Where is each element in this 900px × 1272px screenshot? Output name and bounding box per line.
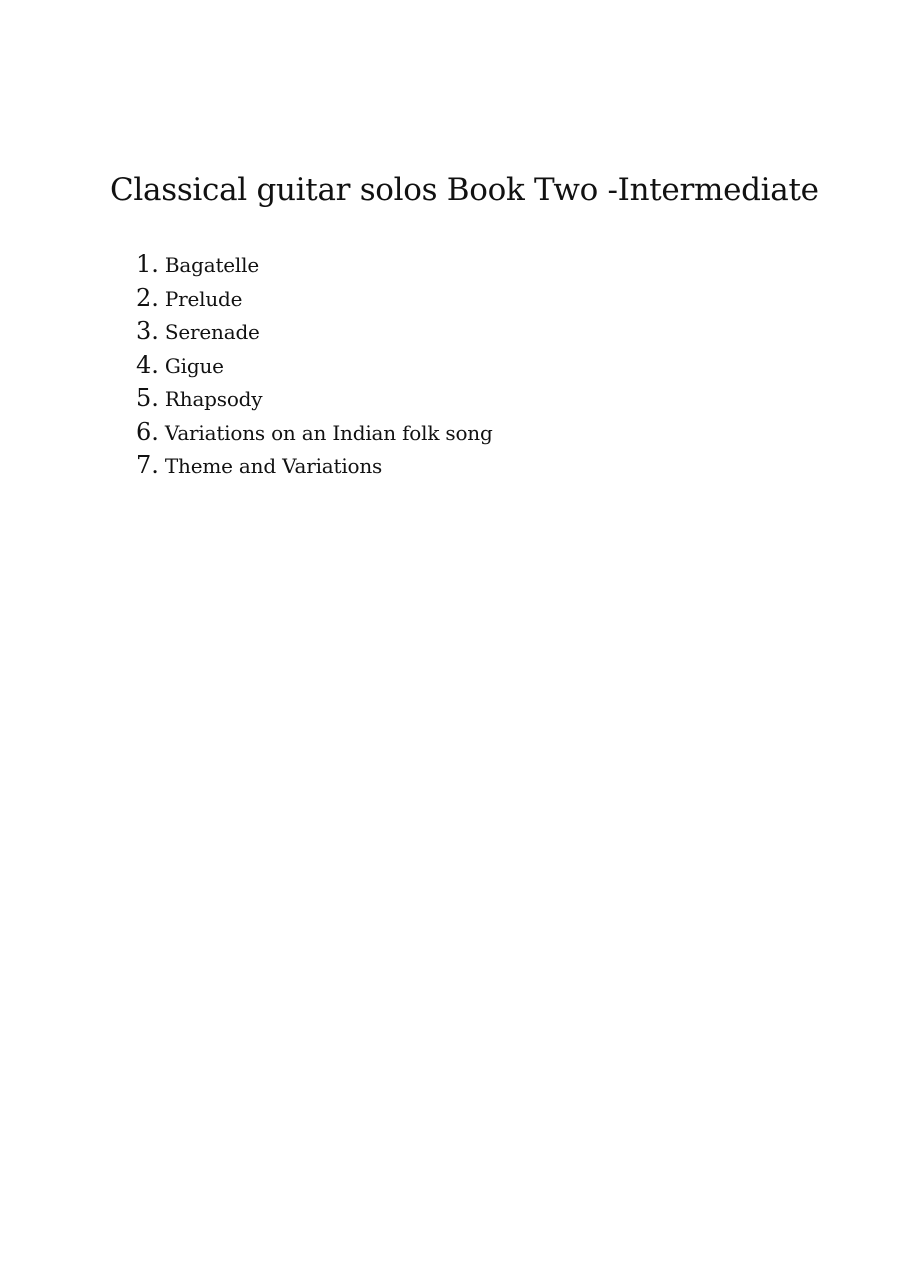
list-item-title: Variations on an Indian folk song: [164, 420, 493, 445]
document-title: Classical guitar solos Book Two -Intermediate: [110, 172, 819, 208]
list-item-title: Prelude: [164, 286, 243, 311]
list-item: [136, 449, 493, 483]
list-item-title: Rhapsody: [164, 387, 263, 411]
list-item: [136, 382, 493, 416]
piece-list: [136, 248, 493, 483]
list-item-number: 5.: [136, 384, 159, 412]
list-item-number: 4.: [136, 350, 159, 379]
list-item-number: 3.: [136, 317, 159, 345]
list-item-number: 7.: [136, 451, 159, 479]
list-item-title: Gigue: [164, 353, 224, 378]
list-item: [136, 248, 493, 282]
list-item-title: Bagatelle: [164, 253, 259, 277]
list-item: [136, 282, 493, 316]
list-item: [136, 416, 493, 450]
list-item-title: Serenade: [164, 320, 260, 344]
list-item: [136, 315, 493, 349]
list-item-number: 2.: [136, 283, 159, 312]
list-item-number: 1.: [136, 250, 159, 278]
list-item-title: Theme and Variations: [164, 454, 383, 478]
list-item: [136, 349, 493, 383]
list-item-number: 6.: [136, 417, 159, 446]
